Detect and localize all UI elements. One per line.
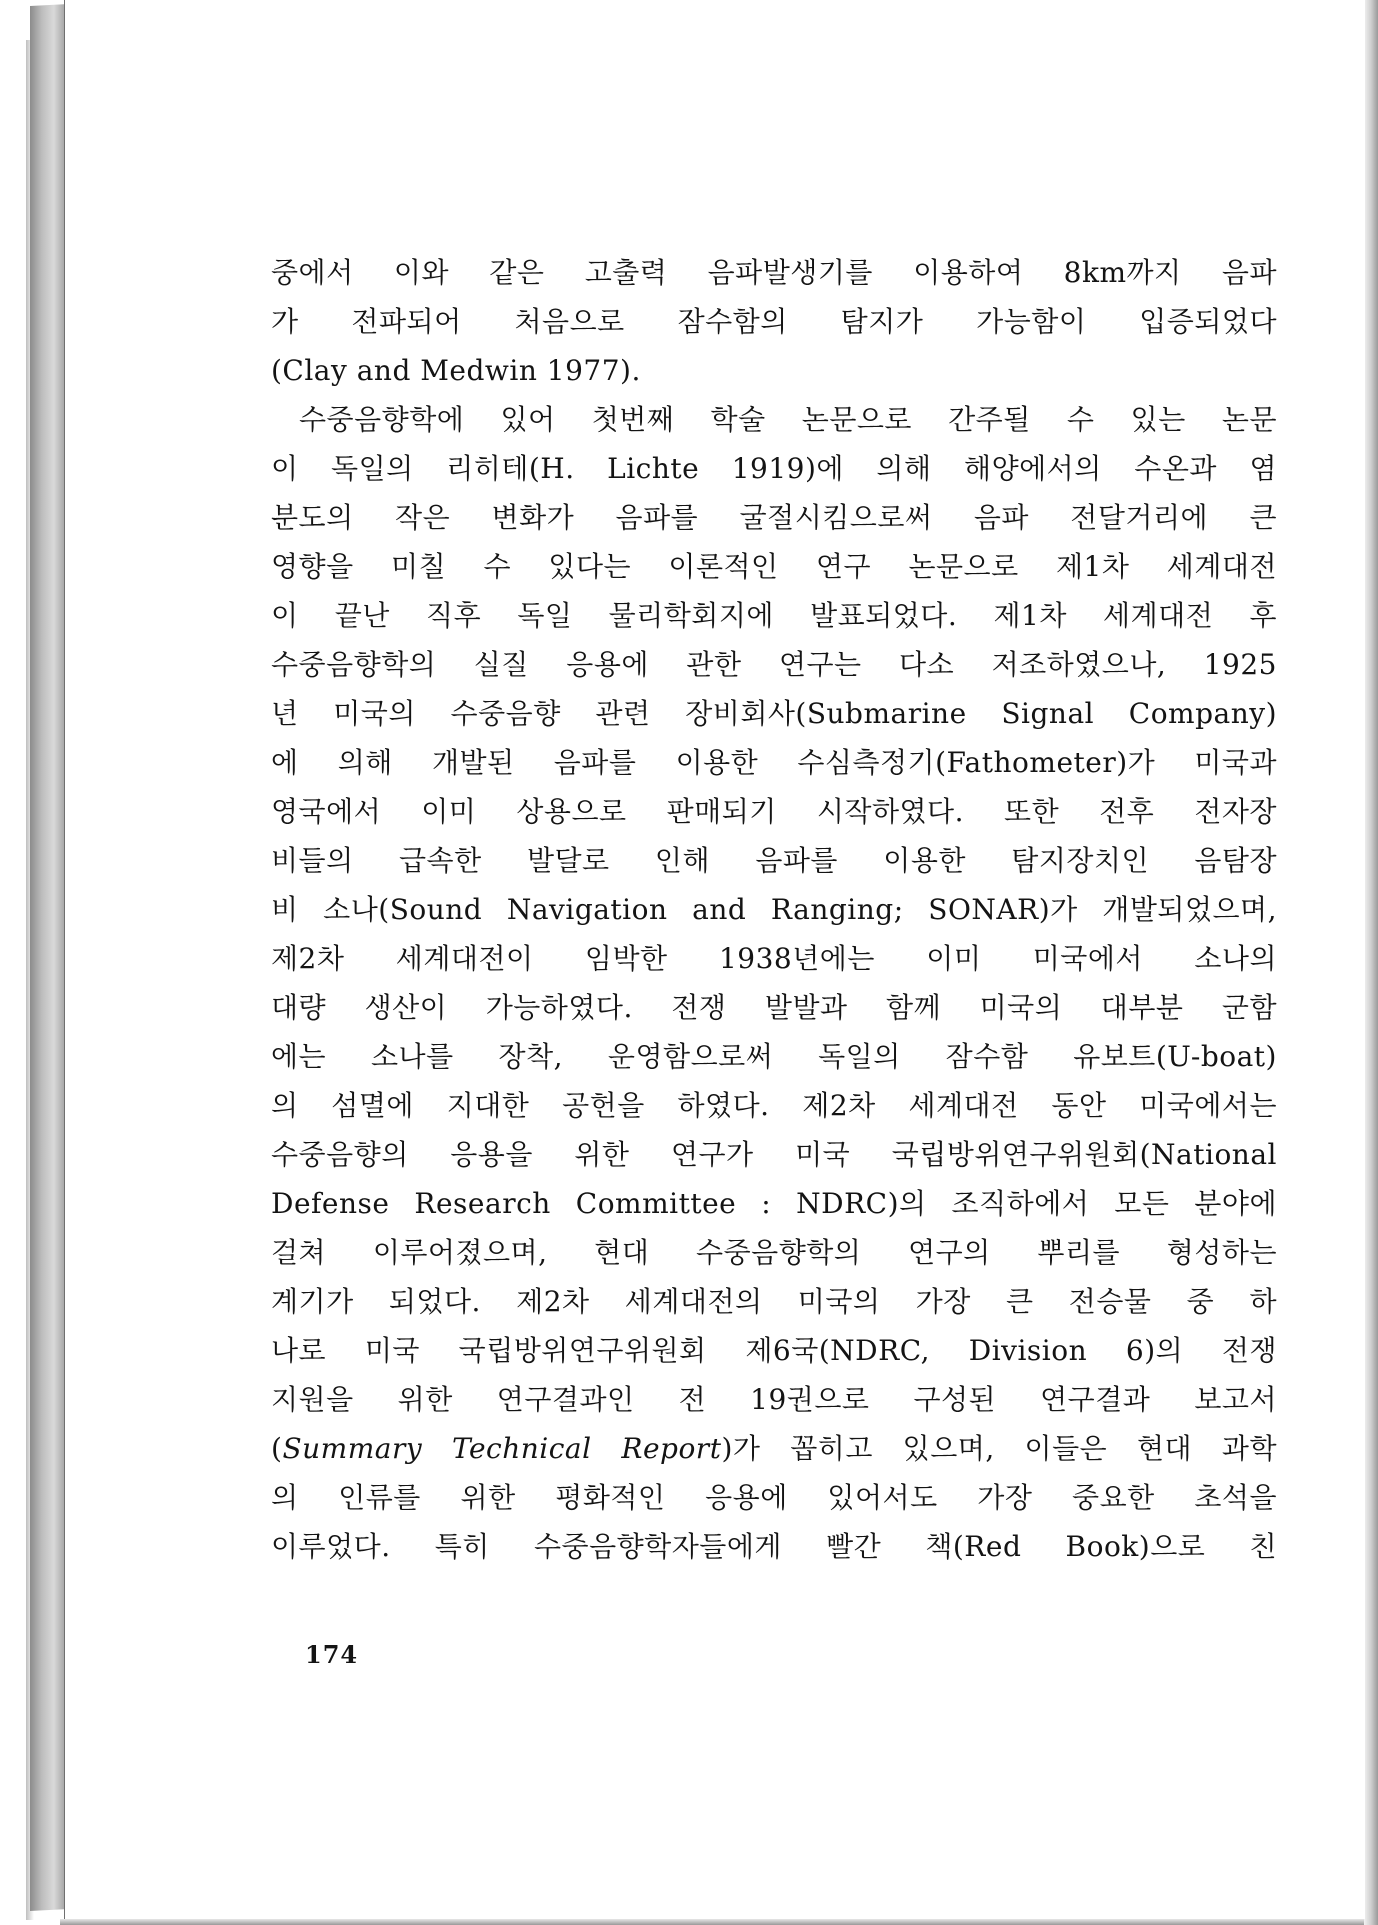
text-line: 이 끝난 직후 독일 물리학회지에 발표되었다. 제1차 세계대전 후 xyxy=(271,599,1277,632)
page-edge-right xyxy=(1364,0,1378,1925)
text-line: 이 독일의 리히테(H. Lichte 1919)에 의해 해양에서의 수온과 염 xyxy=(271,452,1277,485)
text-line-italic-title xyxy=(271,1424,1277,1473)
page-edge-bottom xyxy=(60,1919,1364,1925)
paragraph-2 xyxy=(271,395,1277,1571)
text-line: 의 섬멸에 지대한 공헌을 하였다. 제2차 세계대전 동안 미국에서는 xyxy=(271,1089,1277,1122)
text-line: 에는 소나를 장착, 운영함으로써 독일의 잠수함 유보트(U-boat) xyxy=(271,1040,1277,1073)
text-line: 영국에서 이미 상용으로 판매되기 시작하였다. 또한 전후 전자장 xyxy=(271,795,1277,828)
text-line: 이루었다. 특히 수중음향학자들에게 빨간 책(Red Book)으로 친 xyxy=(271,1530,1277,1563)
line-rest: )가 꼽히고 있으며, 이들은 현대 과학 xyxy=(721,1432,1277,1465)
text-line: 중에서 이와 같은 고출력 음파발생기를 이용하여 8km까지 음파 xyxy=(271,256,1277,289)
text-line: 수중음향학의 실질 응용에 관한 연구는 다소 저조하였으나, 1925 xyxy=(271,648,1277,681)
text-line: 지원을 위한 연구결과인 전 19권으로 구성된 연구결과 보고서 xyxy=(271,1383,1277,1416)
text-line: Defense Research Committee : NDRC)의 조직하에서 모든 분야에 xyxy=(271,1187,1277,1220)
paragraph-1 xyxy=(271,248,1277,395)
body-text xyxy=(271,248,1277,1571)
text-line: 제2차 세계대전이 임박한 1938년에는 이미 미국에서 소나의 xyxy=(271,942,1277,975)
text-line: 분도의 작은 변화가 음파를 굴절시킴으로써 음파 전달거리에 큰 xyxy=(271,501,1277,534)
paren-open: ( xyxy=(271,1432,283,1465)
text-line: 에 의해 개발된 음파를 이용한 수심측정기(Fathometer)가 미국과 xyxy=(271,746,1277,779)
text-line: 걸쳐 이루어졌으며, 현대 수중음향학의 연구의 뿌리를 형성하는 xyxy=(271,1236,1277,1269)
book-spine xyxy=(30,4,64,1911)
text-line: (Clay and Medwin 1977). xyxy=(271,354,641,387)
text-line: 가 전파되어 처음으로 잠수함의 탐지가 가능함이 입증되었다 xyxy=(271,305,1277,338)
text-line: 년 미국의 수중음향 관련 장비회사(Submarine Signal Company) xyxy=(271,697,1277,730)
text-line: 대량 생산이 가능하였다. 전쟁 발발과 함께 미국의 대부분 군함 xyxy=(271,991,1277,1024)
text-line: 의 인류를 위한 평화적인 응용에 있어서도 가장 중요한 초석을 xyxy=(271,1481,1277,1514)
text-line: 나로 미국 국립방위연구위원회 제6국(NDRC, Division 6)의 전쟁 xyxy=(271,1334,1277,1367)
book-page xyxy=(64,0,1365,1919)
text-line: 수중음향의 응용을 위한 연구가 미국 국립방위연구위원회(National xyxy=(271,1138,1277,1171)
report-title: Summary Technical Report xyxy=(282,1432,722,1465)
page-number: 174 xyxy=(305,1640,359,1669)
text-line: 수중음향학에 있어 첫번째 학술 논문으로 간주될 수 있는 논문 xyxy=(299,403,1277,436)
text-line: 영향을 미칠 수 있다는 이론적인 연구 논문으로 제1차 세계대전 xyxy=(271,550,1277,583)
text-line: 비 소나(Sound Navigation and Ranging; SONAR)가 개발되었으며, xyxy=(271,893,1277,926)
text-line: 계기가 되었다. 제2차 세계대전의 미국의 가장 큰 전승물 중 하 xyxy=(271,1285,1277,1318)
text-line: 비들의 급속한 발달로 인해 음파를 이용한 탐지장치인 음탐장 xyxy=(271,844,1277,877)
